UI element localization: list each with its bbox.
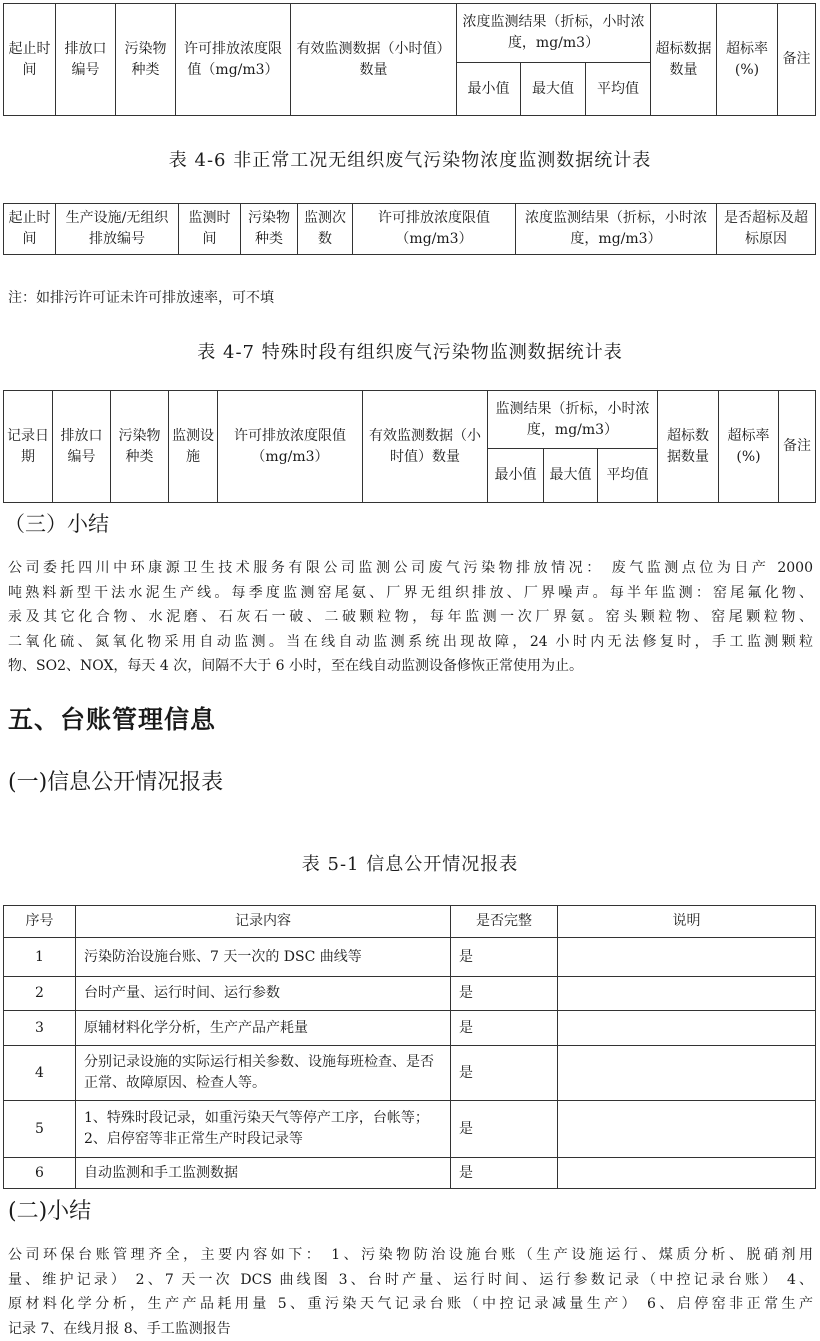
col-header: 起止时间 [4,204,56,255]
row-complete: 是 [451,938,558,977]
table-5-1-caption: 表 5-1 信息公开情况报表 [0,850,820,876]
section-5-heading: 五、台账管理信息 [8,700,216,736]
paragraph-line: 记录 7、在线月报 8、手工监测报告 [8,1317,813,1341]
col-header: 监测结果（折标，小时浓度，mg/m3） [488,391,658,449]
row-complete: 是 [451,1101,558,1158]
row-note [558,1011,816,1046]
section-5-summary-paragraph [8,1243,813,1341]
row-note [558,1158,816,1189]
row-number: 1 [4,938,76,977]
col-header: 监测设施 [169,391,218,503]
row-content: 台时产量、运行时间、运行参数 [76,977,451,1011]
table-4-6-caption: 表 4-6 非正常工况无组织废气污染物浓度监测数据统计表 [0,146,820,172]
col-header: 污染物种类 [241,204,298,255]
row-complete: 是 [451,977,558,1011]
col-header: 浓度监测结果（折标，小时浓度，mg/m3） [457,4,651,63]
table-row [4,938,816,977]
col-header: 超标数据数量 [658,391,719,503]
note-text: 注：如排污许可证未许可排放速率，可不填 [8,287,274,307]
col-header: 超标率(%) [717,4,778,116]
sub-col-header: 最小值 [488,449,544,503]
row-note [558,977,816,1011]
paragraph-line: 吨熟料新型干法水泥生产线。每季度监测窑尾氨、厂界无组织排放、厂界噪声。每半年监测：窑尾氟化物、 [8,581,813,606]
col-header: 排放口编号 [53,391,111,503]
col-header: 记录日期 [4,391,53,503]
table-4-6 [3,203,816,255]
row-note [558,1046,816,1101]
paragraph-line: 汞及其它化合物、水泥磨、石灰石一破、二破颗粒物，每年监测一次厂界氨。窑头颗粒物、窑尾颗粒物、 [8,605,813,630]
col-header: 污染物种类 [116,4,176,116]
row-number: 2 [4,977,76,1011]
paragraph-line: 二氧化硫、氮氧化物采用自动监测。当在线自动监测系统出现故障，24 小时内无法修复时，手工监测颗粒 [8,630,813,655]
row-note [558,1101,816,1158]
paragraph-line: 量、维护记录） 2、7 天一次 DCS 曲线图 3、台时产量、运行时间、运行参数记录（中控记录台账） 4、 [8,1268,813,1293]
row-content: 自动监测和手工监测数据 [76,1158,451,1189]
sub-col-header: 最大值 [544,449,598,503]
table-row [4,1158,816,1189]
col-header: 监测时间 [179,204,241,255]
table-row [4,1011,816,1046]
col-header: 起止时间 [4,4,56,116]
col-header: 超标率(%) [719,391,779,503]
row-complete: 是 [451,1011,558,1046]
section-5-1-heading: (一)信息公开情况报表 [8,765,223,796]
sub-col-header: 最小值 [457,63,521,116]
col-header: 排放口编号 [56,4,116,116]
paragraph-line: 物、SO2、NOX，每天 4 次，间隔不大于 6 小时，至在线自动监测设备修恢正常使用为止。 [8,654,813,679]
col-header: 序号 [4,906,76,938]
col-header: 生产设施/无组织排放编号 [56,204,179,255]
paragraph-line: 原材料化学分析，生产产品耗用量 5、重污染天气记录台账（中控记录减量生产） 6、启停窑非正常生产 [8,1292,813,1317]
row-content: 1、特殊时段记录，如重污染天气等停产工序，台帐等；2、启停窑等非正常生产时段记录等 [76,1101,451,1158]
section-5-summary-heading: (二)小结 [8,1194,91,1225]
col-header: 备注 [779,391,816,503]
row-content: 原辅材料化学分析，生产产品产耗量 [76,1011,451,1046]
col-header: 是否完整 [451,906,558,938]
table-row [4,977,816,1011]
col-header: 监测次数 [298,204,353,255]
summary-3-heading: （三）小结 [4,508,109,538]
row-content: 污染防治设施台账、7 天一次的 DSC 曲线等 [76,938,451,977]
sub-col-header: 平均值 [598,449,658,503]
sub-col-header: 平均值 [586,63,651,116]
col-header: 有效监测数据（小时值）数量 [291,4,457,116]
row-complete: 是 [451,1158,558,1189]
row-content: 分别记录设施的实际运行相关参数、设施每班检查、是否正常、故障原因、检查人等。 [76,1046,451,1101]
table-row [4,1046,816,1101]
summary-3-paragraph [8,556,813,679]
row-number: 6 [4,1158,76,1189]
col-header: 污染物种类 [111,391,169,503]
paragraph-line: 公司环保台账管理齐全，主要内容如下： 1、污染物防治设施台账（生产设施运行、煤质分析、脱硝剂用 [8,1243,813,1268]
paragraph-line: 公司委托四川中环康源卫生技术服务有限公司监测公司废气污染物排放情况： 废气监测点位为日产 2000 [8,556,813,581]
row-number: 3 [4,1011,76,1046]
table-4-7 [3,390,816,503]
col-header: 有效监测数据（小时值）数量 [363,391,488,503]
table-4-7-caption: 表 4-7 特殊时段有组织废气污染物监测数据统计表 [0,338,820,364]
col-header: 许可排放浓度限值（mg/m3） [218,391,363,503]
table-row [4,1101,816,1158]
row-number: 5 [4,1101,76,1158]
table-4-5-header [3,3,816,116]
row-number: 4 [4,1046,76,1101]
col-header: 许可排放浓度限值（mg/m3） [176,4,291,116]
col-header: 浓度监测结果（折标，小时浓度，mg/m3） [516,204,717,255]
row-complete: 是 [451,1046,558,1101]
col-header: 说明 [558,906,816,938]
col-header: 是否超标及超标原因 [717,204,816,255]
sub-col-header: 最大值 [521,63,586,116]
table-5-1 [3,905,816,1189]
col-header: 记录内容 [76,906,451,938]
col-header: 许可排放浓度限值（mg/m3） [353,204,516,255]
col-header: 备注 [778,4,816,116]
col-header: 超标数据数量 [651,4,717,116]
row-note [558,938,816,977]
